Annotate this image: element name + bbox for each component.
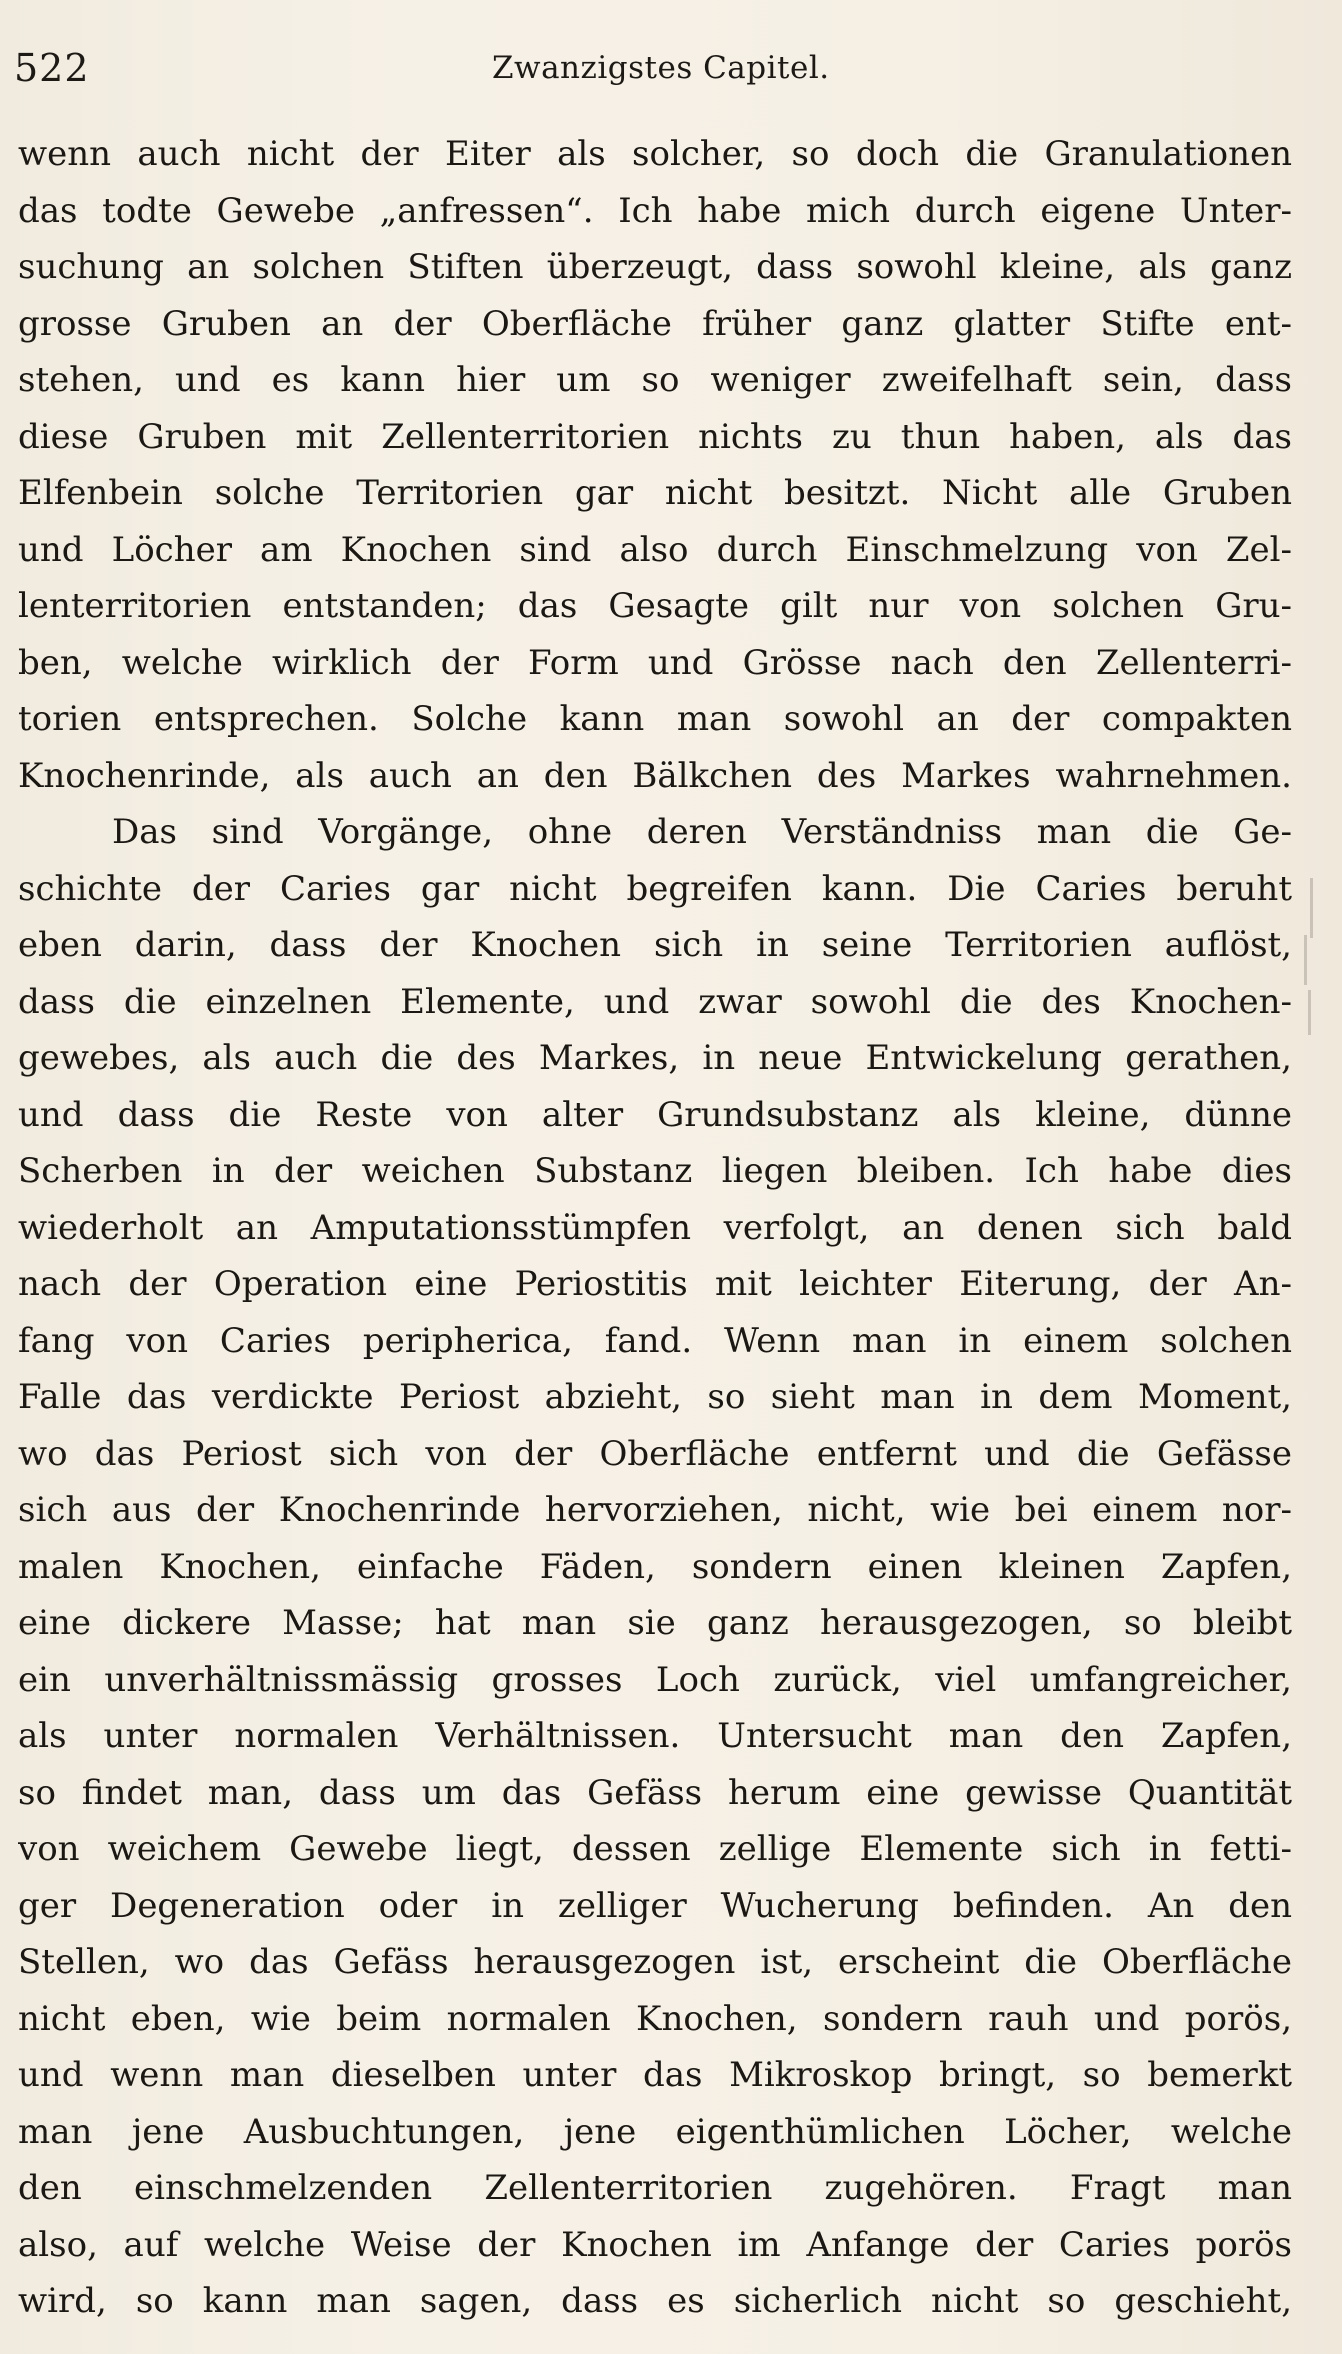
text-line: und dass die Reste von alter Grundsubstanz als kleine, dünne bbox=[18, 1094, 1292, 1135]
text-line: nicht eben, wie beim normalen Knochen, sondern rauh und porös, bbox=[18, 1998, 1292, 2039]
page-edge-mark bbox=[1304, 935, 1307, 985]
text-line: als unter normalen Verhältnissen. Untersucht man den Zapfen, bbox=[18, 1716, 1292, 1756]
text-line: sich aus der Knochenrinde hervorziehen, nicht, wie bei einem nor- bbox=[18, 1490, 1292, 1530]
text-line: Stellen, wo das Gefäss herausgezogen ist, erscheint die Oberfläche bbox=[18, 1942, 1292, 1982]
text-line: so findet man, dass um das Gefäss herum eine gewisse Quantität bbox=[18, 1772, 1292, 1813]
text-line: nach der Operation eine Periostitis mit leichter Eiterung, der An- bbox=[18, 1264, 1292, 1304]
text-line: Scherben in der weichen Substanz liegen bleiben. Ich habe dies bbox=[18, 1151, 1292, 1191]
page-edge-mark bbox=[1310, 878, 1313, 938]
running-title: Zwanzigstes Capitel. bbox=[492, 50, 830, 86]
text-line: den einschmelzenden Zellenterritorien zugehören. Fragt man bbox=[18, 2168, 1292, 2208]
text-line: gewebes, als auch die des Markes, in neue Entwickelung gerathen, bbox=[18, 1038, 1292, 1078]
text-line: Falle das verdickte Periost abzieht, so sieht man in dem Moment, bbox=[18, 1377, 1292, 1417]
page-edge-mark bbox=[1308, 990, 1311, 1035]
text-line: eben darin, dass der Knochen sich in seine Territorien auflöst, bbox=[18, 925, 1292, 965]
body-text bbox=[18, 126, 1292, 2330]
text-line: wenn auch nicht der Eiter als solcher, so doch die Granulationen bbox=[18, 134, 1292, 174]
text-line: Knochenrinde, als auch an den Bälkchen des Markes wahrnehmen. bbox=[18, 755, 1292, 796]
text-line: eine dickere Masse; hat man sie ganz herausgezogen, so bleibt bbox=[18, 1603, 1292, 1643]
text-line: ger Degeneration oder in zelliger Wucherung befinden. An den bbox=[18, 1885, 1292, 1926]
text-line: wiederholt an Amputationsstümpfen verfolgt, an denen sich bald bbox=[18, 1207, 1292, 1248]
text-line: also, auf welche Weise der Knochen im Anfange der Caries porös bbox=[18, 2224, 1292, 2265]
text-line: und wenn man dieselben unter das Mikroskop bringt, so bemerkt bbox=[18, 2055, 1292, 2095]
text-line: das todte Gewebe „anfressen“. Ich habe mich durch eigene Unter- bbox=[18, 190, 1292, 231]
text-line: fang von Caries peripherica, fand. Wenn man in einem solchen bbox=[18, 1320, 1292, 1361]
page-header bbox=[14, 46, 1314, 96]
text-line: wo das Periost sich von der Oberfläche entfernt und die Gefässe bbox=[18, 1433, 1292, 1474]
text-line: lenterritorien entstanden; das Gesagte gilt nur von solchen Gru- bbox=[18, 586, 1292, 626]
text-line: ein unverhältnissmässig grosses Loch zurück, viel umfangreicher, bbox=[18, 1659, 1292, 1700]
text-line: man jene Ausbuchtungen, jene eigenthümlichen Löcher, welche bbox=[18, 2111, 1292, 2152]
paragraph-start-line: Das sind Vorgänge, ohne deren Verständniss man die Ge- bbox=[112, 812, 1292, 852]
text-line: malen Knochen, einfache Fäden, sondern einen kleinen Zapfen, bbox=[18, 1546, 1292, 1587]
text-line: wird, so kann man sagen, dass es sicherlich nicht so geschieht, bbox=[18, 2281, 1292, 2321]
text-line: torien entsprechen. Solche kann man sowohl an der compakten bbox=[18, 699, 1292, 739]
text-line: von weichem Gewebe liegt, dessen zellige Elemente sich in fetti- bbox=[18, 1829, 1292, 1869]
text-line: diese Gruben mit Zellenterritorien nichts zu thun haben, als das bbox=[18, 416, 1292, 457]
text-line: grosse Gruben an der Oberfläche früher ganz glatter Stifte ent- bbox=[18, 303, 1292, 344]
text-line: dass die einzelnen Elemente, und zwar sowohl die des Knochen- bbox=[18, 981, 1292, 1022]
text-line: suchung an solchen Stiften überzeugt, dass sowohl kleine, als ganz bbox=[18, 247, 1292, 287]
text-line: schichte der Caries gar nicht begreifen kann. Die Caries beruht bbox=[18, 868, 1292, 909]
text-line: ben, welche wirklich der Form und Grösse nach den Zellenterri- bbox=[18, 642, 1292, 683]
page-number: 522 bbox=[14, 46, 90, 90]
text-line: stehen, und es kann hier um so weniger zweifelhaft sein, dass bbox=[18, 360, 1292, 400]
text-line: Elfenbein solche Territorien gar nicht besitzt. Nicht alle Gruben bbox=[18, 473, 1292, 513]
text-line: und Löcher am Knochen sind also durch Einschmelzung von Zel- bbox=[18, 529, 1292, 570]
